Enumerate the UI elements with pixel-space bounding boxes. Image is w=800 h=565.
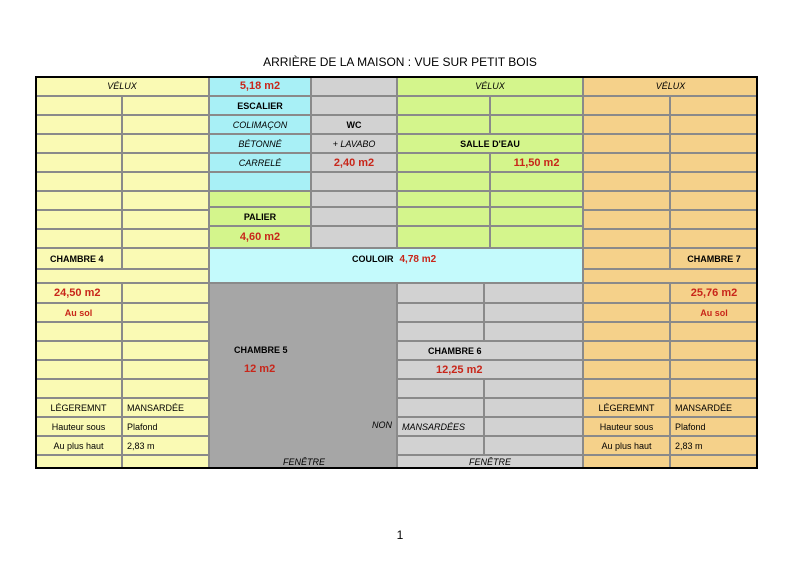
grid-cell	[583, 322, 670, 341]
grid-cell	[311, 172, 397, 191]
grid-cell	[35, 455, 122, 469]
grid-cell	[670, 96, 758, 115]
grid-cell	[490, 115, 583, 134]
grid-cell	[311, 76, 397, 96]
grid-cell	[35, 96, 122, 115]
chambre7-note-1b: MANSARDÉE	[670, 398, 758, 417]
chambre5	[209, 283, 397, 469]
chambre6-name: CHAMBRE 6	[397, 341, 583, 360]
grid-cell	[583, 269, 758, 283]
escalier-detail-2: BÉTONNÉ	[209, 134, 311, 153]
couloir	[209, 248, 583, 283]
grid-cell	[670, 379, 758, 398]
grid-cell	[311, 226, 397, 248]
salle-eau-area: 11,50 m2	[490, 153, 583, 172]
grid-cell	[122, 455, 209, 469]
grid-cell	[35, 191, 122, 210]
grid-cell	[583, 153, 670, 172]
grid-cell	[583, 303, 670, 322]
grid-cell	[35, 229, 122, 248]
grid-cell	[583, 341, 670, 360]
chambre5-area: 12 m2	[244, 363, 276, 375]
grid-cell	[122, 341, 209, 360]
chambre7-name: CHAMBRE 7	[670, 248, 758, 269]
grid-cell	[35, 172, 122, 191]
grid-cell	[397, 153, 490, 172]
chambre7-note-2a: Hauteur sous	[583, 417, 670, 436]
grid-cell	[122, 303, 209, 322]
chambre5-non-label: NON	[372, 420, 392, 430]
chambre4-name: CHAMBRE 4	[35, 248, 122, 269]
grid-cell	[484, 436, 583, 455]
chambre7-note-3a: Au plus haut	[583, 436, 670, 455]
chambre4-note-1a: LÉGEREMNT	[35, 398, 122, 417]
escalier-name: ESCALIER	[209, 96, 311, 115]
grid-cell	[397, 436, 484, 455]
grid-cell	[311, 207, 397, 226]
grid-cell	[484, 379, 583, 398]
wc-note: + LAVABO	[311, 134, 397, 153]
couloir-area: 4,78 m2	[399, 254, 437, 265]
grid-cell	[670, 341, 758, 360]
grid-cell	[122, 379, 209, 398]
grid-cell	[670, 134, 758, 153]
chambre5-window-label: FENÊTRE	[282, 457, 325, 467]
wc-area: 2,40 m2	[311, 153, 397, 172]
salle-eau-name: SALLE D'EAU	[397, 134, 583, 153]
grid-cell	[122, 191, 209, 210]
grid-cell	[583, 379, 670, 398]
chambre6-mansardees-label: MANSARDÉES	[397, 417, 484, 436]
chambre7-note-2b: Plafond	[670, 417, 758, 436]
grid-cell	[670, 229, 758, 248]
grid-cell	[35, 269, 209, 283]
grid-cell	[122, 96, 209, 115]
grid-cell	[670, 360, 758, 379]
grid-cell	[397, 191, 490, 207]
grid-cell	[35, 341, 122, 360]
grid-cell	[670, 455, 758, 469]
grid-cell	[35, 115, 122, 134]
grid-cell	[583, 229, 670, 248]
grid-cell	[490, 191, 583, 207]
grid-cell	[397, 379, 484, 398]
grid-cell	[397, 226, 490, 248]
grid-cell	[35, 379, 122, 398]
grid-cell	[490, 226, 583, 248]
floor-plan-table	[35, 76, 758, 469]
grid-cell	[397, 398, 484, 417]
grid-cell	[122, 210, 209, 229]
grid-cell	[397, 115, 490, 134]
chambre4-floor: Au sol	[35, 303, 122, 322]
grid-cell	[583, 115, 670, 134]
grid-cell	[484, 398, 583, 417]
grid-cell	[122, 172, 209, 191]
grid-cell	[670, 153, 758, 172]
chambre4-note-3b: 2,83 m	[122, 436, 209, 455]
grid-cell	[209, 191, 311, 207]
grid-cell	[397, 96, 490, 115]
velux-label: VÉLUX	[35, 76, 209, 96]
grid-cell	[122, 360, 209, 379]
grid-cell	[122, 115, 209, 134]
chambre6-window-label: FENÊTRE	[397, 455, 583, 469]
page-number: 1	[396, 528, 404, 542]
grid-cell	[35, 153, 122, 172]
grid-cell	[311, 96, 397, 115]
grid-cell	[397, 303, 484, 322]
chambre4-note-2a: Hauteur sous	[35, 417, 122, 436]
grid-cell	[35, 134, 122, 153]
grid-cell	[122, 283, 209, 303]
grid-cell	[397, 322, 484, 341]
grid-cell	[670, 322, 758, 341]
chambre4-note-2b: Plafond	[122, 417, 209, 436]
grid-cell	[35, 322, 122, 341]
grid-cell	[490, 172, 583, 191]
chambre5-name: CHAMBRE 5	[234, 345, 288, 355]
grid-cell	[311, 191, 397, 207]
grid-cell	[209, 172, 311, 191]
grid-cell	[583, 134, 670, 153]
chambre7-note-1a: LÉGEREMNT	[583, 398, 670, 417]
palier-name: PALIER	[209, 207, 311, 226]
grid-cell	[122, 248, 209, 269]
grid-cell	[484, 283, 583, 303]
grid-cell	[583, 360, 670, 379]
grid-cell	[583, 455, 670, 469]
escalier-detail-1: COLIMAÇON	[209, 115, 311, 134]
chambre4-note-3a: Au plus haut	[35, 436, 122, 455]
grid-cell	[484, 303, 583, 322]
couloir-name: COULOIR	[352, 254, 394, 264]
page-title: ARRIÈRE DE LA MAISON : VUE SUR PETIT BOIS	[263, 55, 537, 69]
grid-cell	[35, 360, 122, 379]
grid-cell	[583, 191, 670, 210]
grid-cell	[670, 115, 758, 134]
grid-cell	[122, 229, 209, 248]
grid-cell	[670, 172, 758, 191]
chambre7-floor: Au sol	[670, 303, 758, 322]
grid-cell	[122, 134, 209, 153]
chambre7-area: 25,76 m2	[670, 283, 758, 303]
grid-cell	[122, 322, 209, 341]
grid-cell	[670, 210, 758, 229]
grid-cell	[583, 96, 670, 115]
palier-area: 4,60 m2	[209, 226, 311, 248]
chambre6-area: 12,25 m2	[397, 360, 583, 379]
grid-cell	[583, 248, 670, 269]
grid-cell	[490, 96, 583, 115]
velux-label: VÉLUX	[397, 76, 583, 96]
chambre7-note-3b: 2,83 m	[670, 436, 758, 455]
wc-name: WC	[311, 115, 397, 134]
grid-cell	[397, 172, 490, 191]
grid-cell	[397, 283, 484, 303]
grid-cell	[583, 283, 670, 303]
grid-cell	[670, 191, 758, 210]
grid-cell	[122, 153, 209, 172]
escalier-detail-3: CARRELÉ	[209, 153, 311, 172]
grid-cell	[484, 417, 583, 436]
escalier-area: 5,18 m2	[209, 76, 311, 96]
velux-label: VÉLUX	[583, 76, 758, 96]
chambre4-note-1b: MANSARDÉE	[122, 398, 209, 417]
grid-cell	[583, 210, 670, 229]
grid-cell	[583, 172, 670, 191]
grid-cell	[490, 207, 583, 226]
grid-cell	[397, 207, 490, 226]
grid-cell	[484, 322, 583, 341]
chambre4-area: 24,50 m2	[35, 283, 122, 303]
grid-cell	[35, 210, 122, 229]
